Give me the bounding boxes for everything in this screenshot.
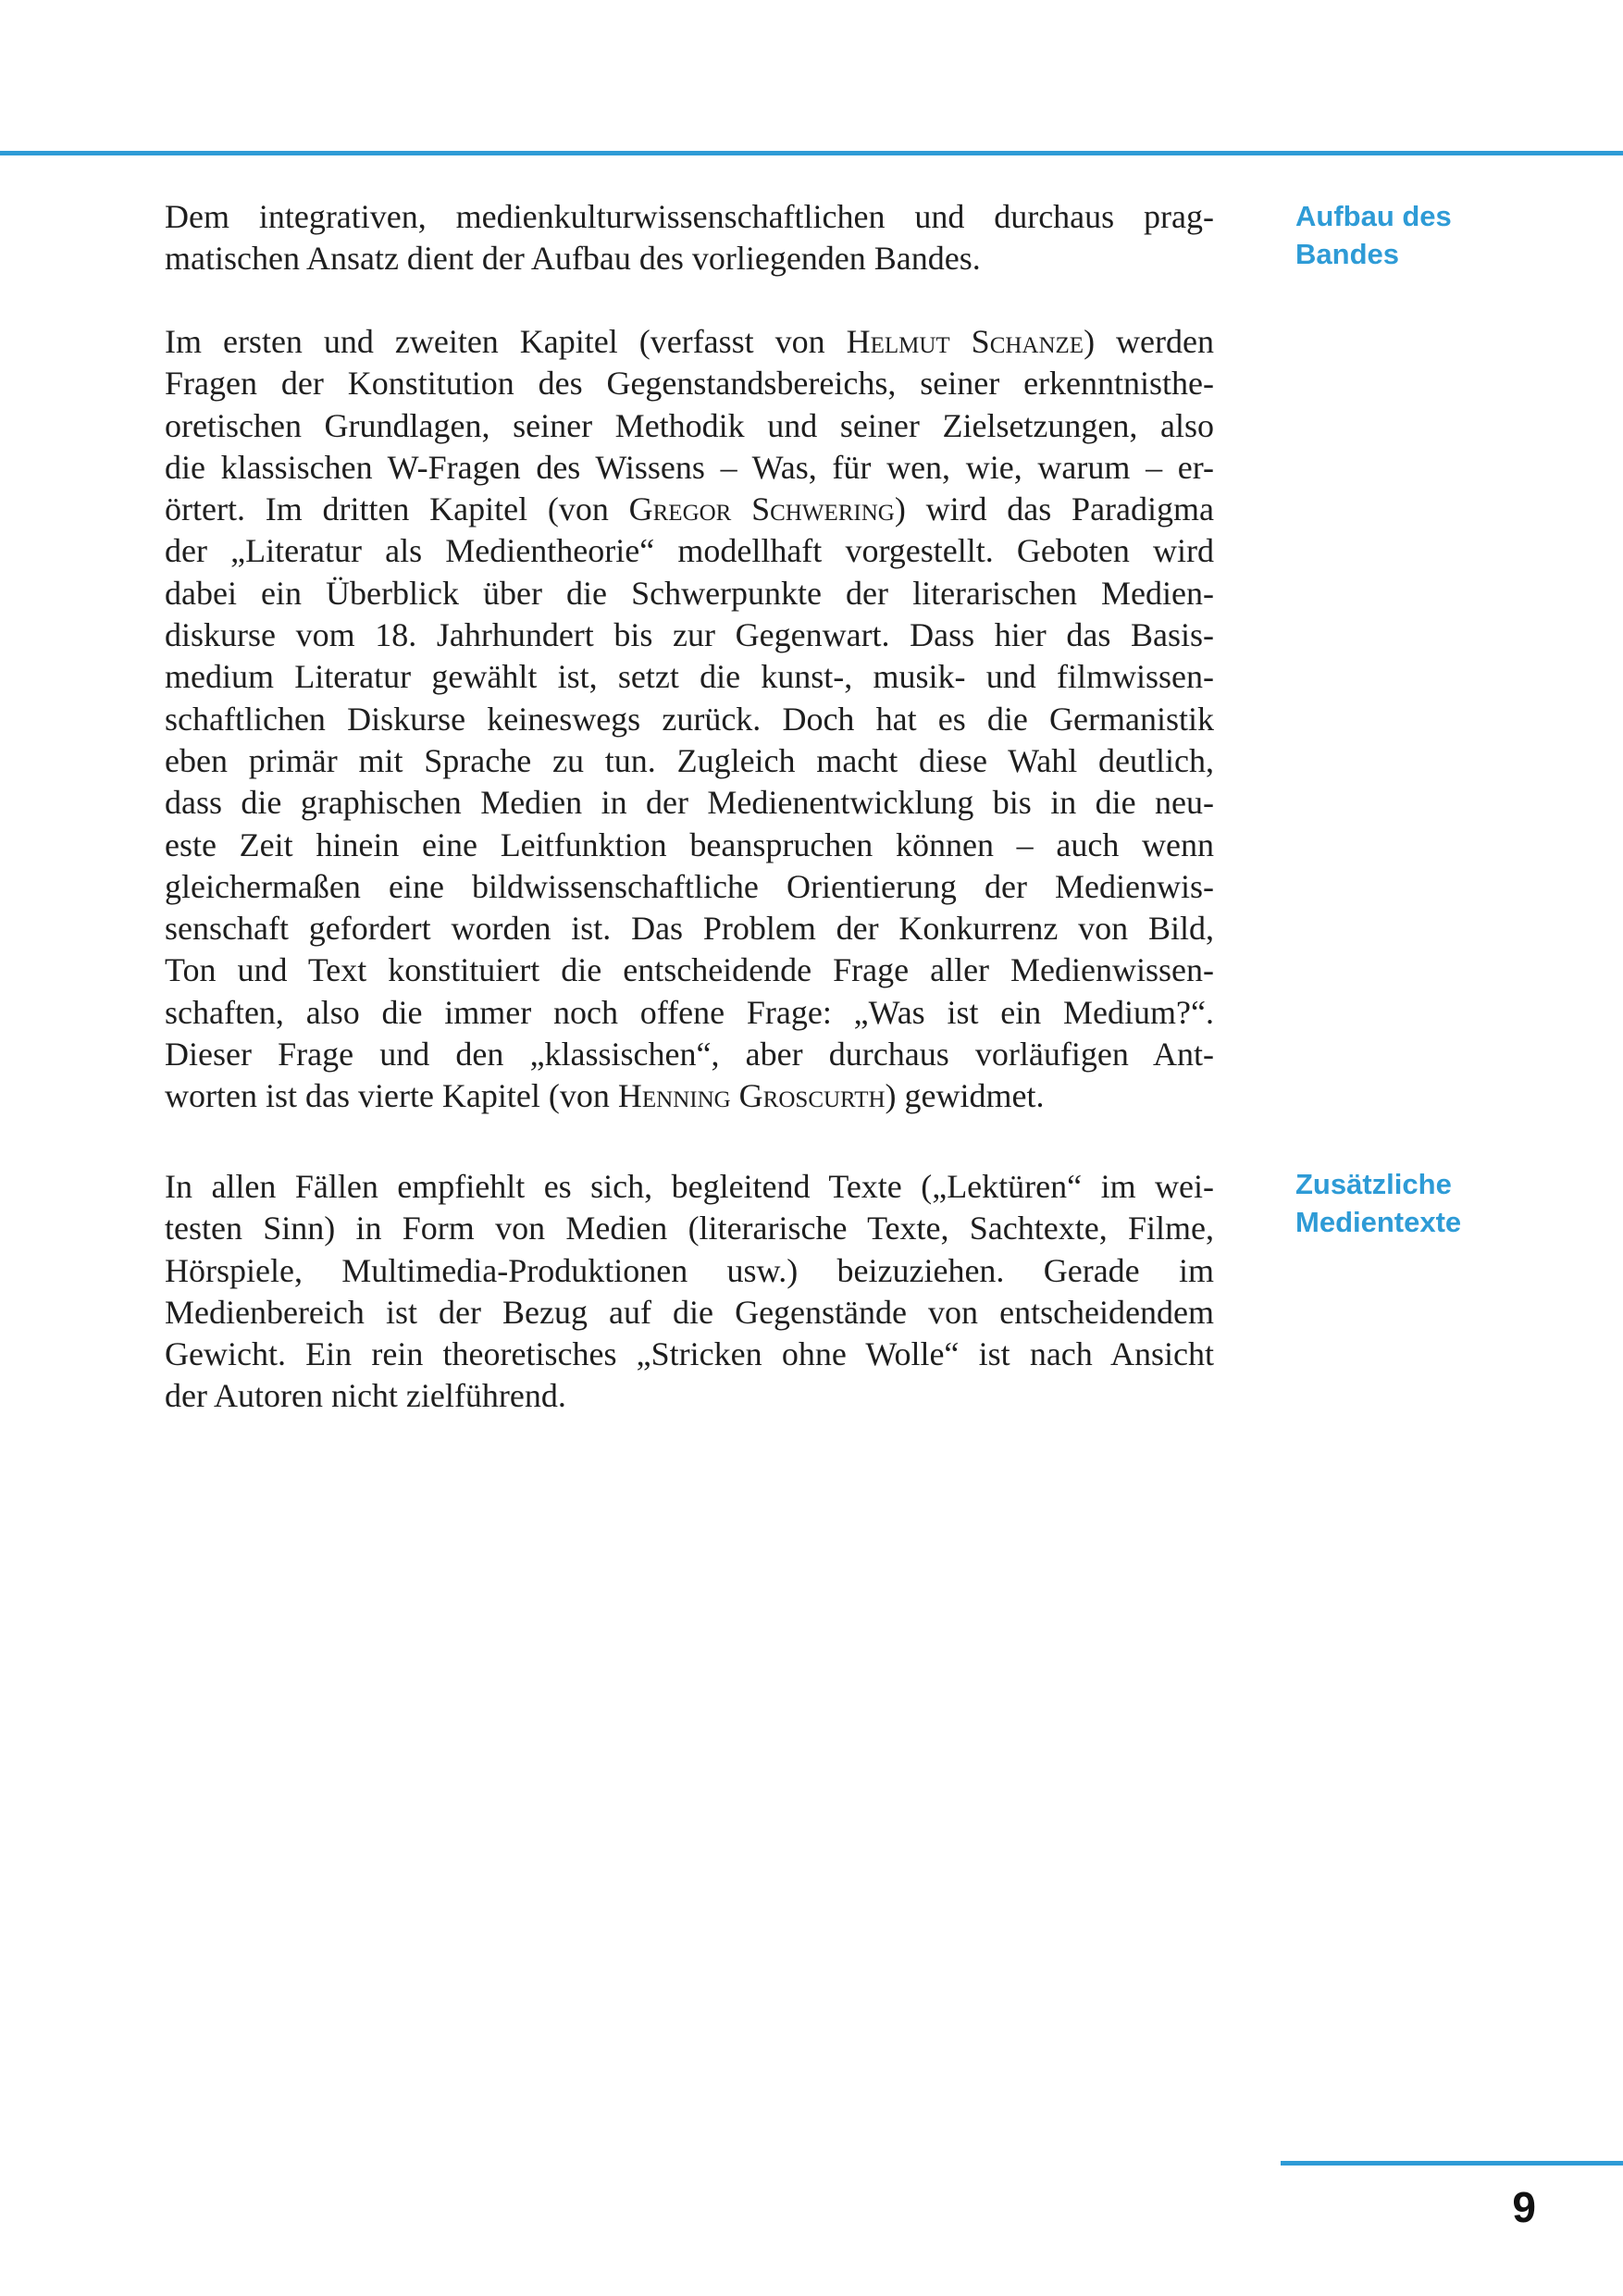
margin-note-line: Bandes bbox=[1295, 238, 1399, 270]
text-line: der „Literatur als Medientheorie“ modellhaft vorgestellt. Geboten wird bbox=[165, 532, 1214, 570]
text-line: eben primär mit Sprache zu tun. Zugleich macht diese Wahl deutlich, bbox=[165, 741, 1214, 779]
text-line: matischen Ansatz dient der Aufbau des vorliegenden Bandes. bbox=[165, 240, 981, 278]
author-name: Gregor Schwering bbox=[628, 490, 895, 528]
text-line: dabei ein Überblick über die Schwerpunkte der literarischen Medien- bbox=[165, 574, 1214, 612]
text-line: Medienbereich ist der Bezug auf die Gegenstände von entscheidendem bbox=[165, 1293, 1214, 1331]
text-line: schaftlichen Diskurse keineswegs zurück. Doch hat es die Germanistik bbox=[165, 700, 1214, 738]
text-line: die klassischen W-Fragen des Wissens – Was, für wen, wie, warum – er- bbox=[165, 448, 1214, 486]
margin-note-line: Aufbau des bbox=[1295, 200, 1452, 232]
author-name: Helmut Schanze bbox=[846, 323, 1084, 360]
text-line: senschaft gefordert worden ist. Das Problem der Konkurrenz von Bild, bbox=[165, 910, 1214, 948]
header-rule bbox=[0, 151, 1623, 155]
text-line: gleichermaßen eine bildwissenschaftliche Orientierung der Medienwis- bbox=[165, 867, 1214, 905]
text-line: der Autoren nicht zielführend. bbox=[165, 1377, 566, 1415]
text-line: Gewicht. Ein rein theoretisches „Stricken ohne Wolle“ ist nach Ansicht bbox=[165, 1335, 1214, 1373]
paragraph-chapters bbox=[165, 321, 1214, 1118]
text-line: Hörspiele, Multimedia-Produktionen usw.) beizuziehen. Gerade im bbox=[165, 1251, 1214, 1289]
margin-note-medientexte bbox=[1295, 1165, 1573, 1241]
text-line: este Zeit hinein eine Leitfunktion beanspruchen können – auch wenn bbox=[165, 825, 1214, 863]
text-line: diskurse vom 18. Jahrhundert bis zur Gegenwart. Dass hier das Basis- bbox=[165, 616, 1214, 654]
margin-note-line: Zusätzliche bbox=[1295, 1168, 1452, 1200]
text-line: Dem integrativen, medienkulturwissenschaftlichen und durchaus prag- bbox=[165, 198, 1214, 235]
paragraph-medientexte bbox=[165, 1166, 1214, 1418]
text-line: testen Sinn) in Form von Medien (literarische Texte, Sachtexte, Filme, bbox=[165, 1210, 1214, 1247]
paragraph-intro bbox=[165, 196, 1214, 280]
text-line: In allen Fällen empfiehlt es sich, begleitend Texte („Lektüren“ im wei- bbox=[165, 1168, 1214, 1205]
text-line: schaften, also die immer noch offene Frage: „Was ist ein Medium?“. bbox=[165, 993, 1214, 1031]
text-line: Im ersten und zweiten Kapitel (verfasst von Helmut Schanze) werden bbox=[165, 323, 1214, 360]
footer-rule bbox=[1281, 2161, 1623, 2166]
text-line: Fragen der Konstitution des Gegenstandsbereichs, seiner erkenntnisthe- bbox=[165, 365, 1214, 403]
text-line: worten ist das vierte Kapitel (von Henning Groscurth) gewidmet. bbox=[165, 1077, 1045, 1115]
page-number: 9 bbox=[1512, 2183, 1536, 2231]
margin-note-line: Medientexte bbox=[1295, 1206, 1462, 1238]
author-name: Henning Groscurth bbox=[617, 1077, 886, 1115]
text-line: dass die graphischen Medien in der Medienentwicklung bis in die neu- bbox=[165, 784, 1214, 822]
text-line: oretischen Grundlagen, seiner Methodik und seiner Zielsetzungen, also bbox=[165, 406, 1214, 444]
text-line: medium Literatur gewählt ist, setzt die kunst-, musik- und filmwissen- bbox=[165, 658, 1214, 696]
text-line: Dieser Frage und den „klassischen“, aber durchaus vorläufigen Ant- bbox=[165, 1036, 1214, 1074]
text-line: örtert. Im dritten Kapitel (von Gregor Schwering) wird das Paradigma bbox=[165, 490, 1214, 528]
text-line: Ton und Text konstituiert die entscheidende Frage aller Medienwissen- bbox=[165, 951, 1214, 989]
margin-note-aufbau bbox=[1295, 197, 1573, 273]
